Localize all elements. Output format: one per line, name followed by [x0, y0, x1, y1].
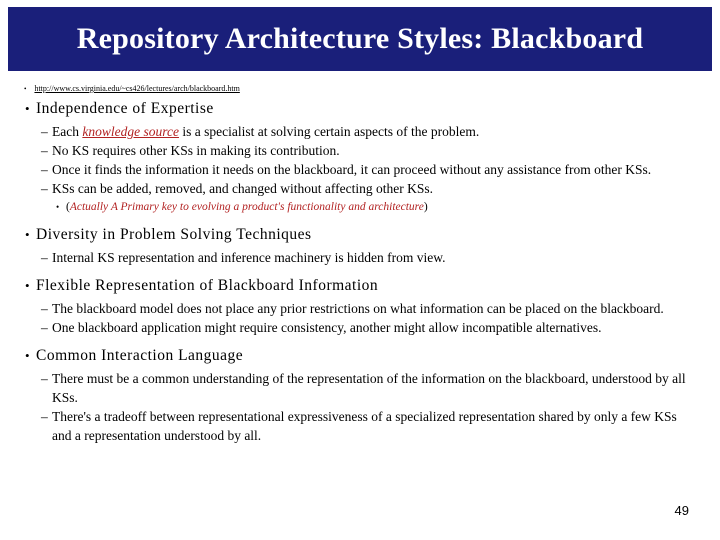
- sub-bullet: – KSs can be added, removed, and changed without affecting other KSs.: [41, 181, 434, 196]
- bullet-diversity: • Diversity in Problem Solving Techniques: [25, 226, 312, 243]
- sub-bullet: – The blackboard model does not place any prior restrictions on what information can be placed on the blackboard.: [41, 301, 664, 316]
- dash-icon: –: [41, 181, 48, 196]
- bullet-flexible: • Flexible Representation of Blackboard Information: [25, 277, 379, 294]
- bullet-icon: •: [24, 84, 27, 93]
- bullet-icon: •: [25, 348, 31, 363]
- dash-icon: –: [41, 143, 48, 158]
- dash-icon: –: [41, 124, 48, 139]
- dash-icon: –: [41, 320, 48, 335]
- dash-icon: –: [41, 301, 48, 316]
- source-link[interactable]: http://www.cs.virginia.edu/~cs426/lectures/arch/blackboard.htm: [34, 84, 240, 93]
- dash-icon: –: [41, 371, 48, 386]
- sub-bullet: – Each knowledge source is a specialist at solving certain aspects of the problem.: [41, 124, 480, 139]
- sub-bullet: – One blackboard application might require consistency, another might allow incompatible alternatives.: [41, 320, 602, 335]
- bullet-icon: •: [25, 101, 31, 116]
- knowledge-source-term: knowledge source: [82, 124, 179, 139]
- dash-icon: –: [41, 250, 48, 265]
- sub-bullet: – Internal KS representation and inference machinery is hidden from view.: [41, 250, 446, 265]
- dash-icon: –: [41, 409, 48, 424]
- bullet-language: • Common Interaction Language: [25, 347, 244, 364]
- source-line: [24, 84, 240, 93]
- slide-title: Repository Architecture Styles: Blackboard: [76, 22, 644, 55]
- title-bar: [8, 7, 712, 71]
- note-text: Actually A Primary key to evolving a product's functionality and architecture: [69, 201, 424, 213]
- bullet-expertise: • Independence of Expertise: [25, 100, 214, 117]
- bullet-icon: •: [25, 278, 31, 293]
- note-bullet: • (Actually A Primary key to evolving a product's functionality and architecture): [56, 198, 720, 216]
- page-number: 49: [674, 503, 689, 518]
- dash-icon: –: [41, 162, 48, 177]
- sub-bullet: – There's a tradeoff between representational expressiveness of a specialized representation shared by only a few KSs and a representation understood by all.: [41, 409, 677, 443]
- sub-bullet: – Once it finds the information it needs on the blackboard, it can proceed without any assistance from other KSs.: [41, 162, 652, 177]
- sub-bullet: – No KS requires other KSs in making its contribution.: [41, 143, 340, 158]
- sub-bullet: – There must be a common understanding of the representation of the information on the blackboard, understood by all KSs.: [41, 371, 686, 405]
- bullet-icon: •: [56, 202, 60, 212]
- slide-body: [0, 98, 720, 445]
- bullet-icon: •: [25, 227, 31, 242]
